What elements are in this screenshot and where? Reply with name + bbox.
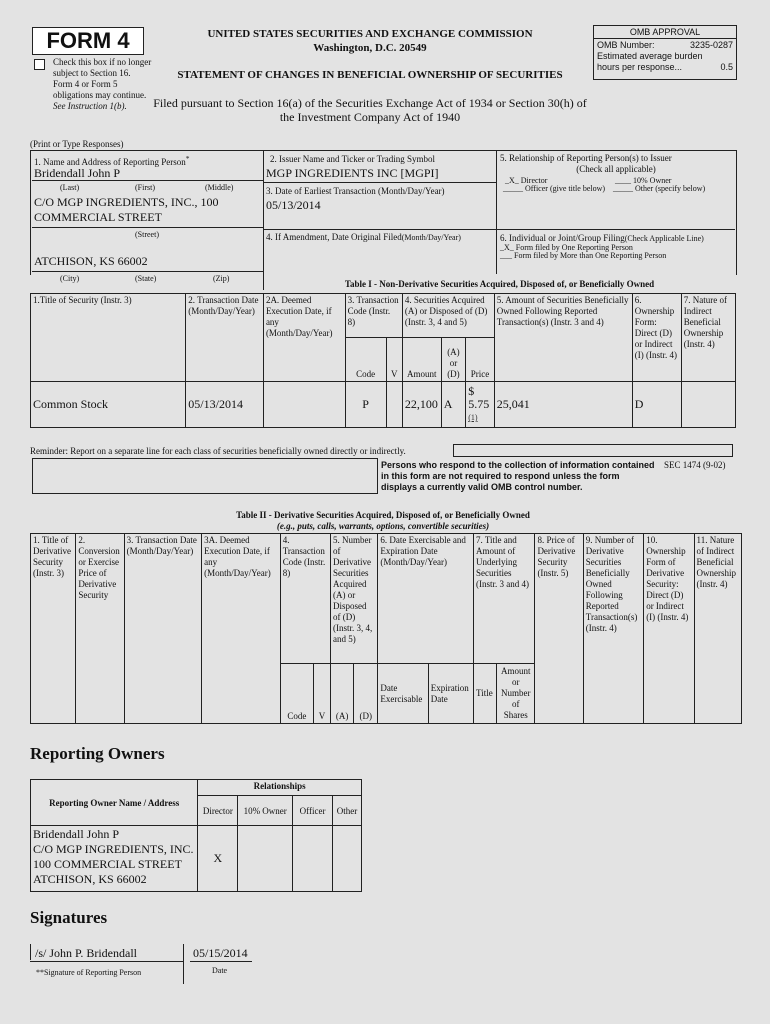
ro-director-mark: X	[198, 826, 238, 892]
t1-code: P	[345, 382, 386, 428]
omb-number-value: 3235-0287	[689, 40, 733, 50]
t1-price	[466, 382, 495, 428]
t2-h10: 10. Ownership Form of Derivative Security: Direct (D) or Indirect (I) (Instr. 4)	[644, 534, 694, 724]
divider	[496, 150, 497, 274]
t2-h3a: 3A. Deemed Execution Date, if any (Month/Day/Year)	[202, 534, 281, 724]
divider	[263, 229, 735, 230]
box5-label: 5. Relationship of Reporting Person(s) to Issuer	[500, 153, 672, 163]
t2-sub-amount: Amount or Number of Shares	[497, 664, 535, 724]
omb-approval-box	[593, 25, 737, 80]
box2-label: 2. Issuer Name and Ticker or Trading Symbol	[270, 154, 435, 164]
omb-number-label: OMB Number:	[597, 40, 655, 50]
ro-officer-cell	[293, 826, 333, 892]
reminder-note: Reminder: Report on a separate line for each class of securities beneficially owned directly or indirectly.	[30, 446, 406, 456]
form-title: FORM 4	[46, 28, 130, 53]
omb-hours-value: 0.5	[720, 62, 733, 72]
checkbox-note: Check this box if no longer subject to Section 16. Form 4 or Form 5 obligations may continue.	[53, 57, 152, 100]
table2	[30, 533, 742, 724]
issuer-name: MGP INGREDIENTS INC [MGPI]	[266, 166, 439, 180]
first-label: (First)	[135, 183, 155, 192]
director-option: _X_ Director	[505, 176, 548, 185]
t2-sub-exercisable: Date Exercisable	[378, 664, 428, 724]
ro-col-name: Reporting Owner Name / Address	[31, 780, 198, 826]
t1-deemed	[263, 382, 345, 428]
divider	[263, 150, 264, 290]
box6-line2: ___ Form filed by More than One Reporting Person	[500, 251, 667, 260]
checkbox-instruction: See Instruction 1(b).	[53, 101, 127, 111]
sec-location: Washington, D.C. 20549	[313, 42, 427, 54]
box3-label: 3. Date of Earliest Transaction (Month/Day/Year)	[266, 186, 445, 196]
signature-block	[30, 944, 252, 984]
t1-owned: 25,041	[494, 382, 632, 428]
t1-price-symbol: $	[468, 384, 475, 398]
last-label: (Last)	[60, 183, 80, 192]
reminder-box	[453, 444, 733, 457]
t1-v	[386, 382, 402, 428]
print-type-note: (Print or Type Responses)	[30, 139, 124, 149]
ro-owner-name	[31, 826, 198, 892]
t1-sub-amount: Amount	[402, 338, 441, 382]
ro-name-line: C/O MGP INGREDIENTS, INC.	[33, 842, 194, 856]
ro-other-cell	[333, 826, 362, 892]
reporting-person-address: C/O MGP INGREDIENTS, INC., 100 COMMERCIAL STREET	[34, 195, 219, 224]
reporting-person-name: Bridendall John P	[34, 166, 120, 180]
box6-label: 6. Individual or Joint/Group Filing(Check Applicable Line)	[500, 233, 704, 243]
t1-sub-v: V	[386, 338, 402, 382]
t1-h2: 2. Transaction Date (Month/Day/Year)	[186, 294, 264, 382]
t1-price-value: 5.75	[468, 397, 490, 411]
ro-officer: Officer	[293, 796, 333, 826]
signatures-heading: Signatures	[30, 908, 108, 927]
t1-sub-code: Code	[345, 338, 386, 382]
divider	[263, 182, 496, 183]
ro-name-line: ATCHISON, KS 66002	[33, 872, 147, 886]
t1-h4: 4. Securities Acquired (A) or Disposed of (D) (Instr. 3, 4 and 5)	[402, 294, 494, 338]
table2-title: Table II - Derivative Securities Acquired, Disposed of, or Beneficially Owned	[236, 510, 530, 520]
t1-sub-aord: (A) or (D)	[441, 338, 466, 382]
statement-title: STATEMENT OF CHANGES IN BENEFICIAL OWNERSHIP OF SECURITIES	[177, 69, 563, 81]
t2-h3: 3. Transaction Date (Month/Day/Year)	[124, 534, 202, 724]
t2-sub-title: Title	[474, 664, 497, 724]
t2-sub-d: (D)	[354, 664, 378, 724]
other-option: _____ Other (specify below)	[613, 184, 706, 193]
signature-label: **Signature of Reporting Person	[36, 968, 142, 977]
reporting-person-city: ATCHISON, KS 66002	[34, 254, 148, 268]
reporting-owners-table	[30, 779, 362, 892]
t1-sub-price: Price	[466, 338, 495, 382]
ro-director: Director	[198, 796, 238, 826]
signature-date: 05/15/2014	[193, 946, 248, 960]
no-longer-subject-checkbox[interactable]	[34, 59, 45, 70]
officer-option: _____ Officer (give title below)	[503, 184, 606, 193]
blank-box	[32, 458, 378, 494]
t1-date: 05/13/2014	[186, 382, 264, 428]
t2-h2: 2. Conversion or Exercise Price of Derivative Security	[76, 534, 124, 724]
t2-h5: 5. Number of Derivative Securities Acquired (A) or Disposed of (D) (Instr. 3, 4, and 5)	[331, 534, 378, 664]
t2-sub-a: (A)	[331, 664, 354, 724]
t1-h1: 1.Title of Security (Instr. 3)	[31, 294, 186, 382]
table-row	[31, 826, 362, 892]
date-label: Date	[212, 966, 228, 975]
omb-hours-label: hours per response...	[597, 62, 683, 72]
t2-h11: 11. Nature of Indirect Beneficial Ownership (Instr. 4)	[694, 534, 741, 724]
table1	[30, 293, 736, 428]
omb-title: OMB APPROVAL	[594, 26, 736, 39]
box1-label: 1. Name and Address of Reporting Person*	[34, 154, 190, 167]
city-label: (City)	[60, 274, 80, 283]
t2-h6: 6. Date Exercisable and Expiration Date (Month/Day/Year)	[378, 534, 474, 664]
omb-burden-label: Estimated average burden	[597, 51, 703, 61]
box6-line1: _X_ Form filed by One Reporting Person	[500, 243, 633, 252]
t2-h7: 7. Title and Amount of Underlying Securities (Instr. 3 and 4)	[474, 534, 535, 664]
state-label: (State)	[135, 274, 157, 283]
table-row	[31, 382, 736, 428]
filed-pursuant-1: Filed pursuant to Section 16(a) of the Securities Exchange Act of 1934 or Section 30(h) of	[153, 96, 587, 110]
t1-nature	[681, 382, 735, 428]
zip-label: (Zip)	[213, 274, 230, 283]
ro-relationships: Relationships	[198, 780, 362, 796]
ro-owner10: 10% Owner	[238, 796, 293, 826]
footnote-link[interactable]: (1)	[468, 413, 478, 422]
t2-h8: 8. Price of Derivative Security (Instr. 5)	[535, 534, 583, 724]
box5-sub: (Check all applicable)	[576, 164, 656, 174]
t1-h2a: 2A. Deemed Execution Date, if any (Month/Day/Year)	[263, 294, 345, 382]
t2-h4: 4. Transaction Code (Instr. 8)	[280, 534, 330, 664]
ro-owner10-cell	[238, 826, 293, 892]
t1-h6: 6. Ownership Form: Direct (D) or Indirect (I) (Instr. 4)	[632, 294, 681, 382]
divider	[32, 180, 263, 181]
earliest-transaction-date: 05/13/2014	[266, 198, 321, 212]
form-title-box	[32, 27, 144, 55]
table1-title: Table I - Non-Derivative Securities Acquired, Disposed of, or Beneficially Owned	[344, 279, 655, 289]
ro-name-line: Bridendall John P	[33, 827, 119, 841]
t1-h5: 5. Amount of Securities Beneficially Owned Following Reported Transaction(s) (Instr. 3 and 4)	[494, 294, 632, 382]
t1-h3: 3. Transaction Code (Instr. 8)	[345, 294, 402, 338]
t2-sub-v: V	[313, 664, 330, 724]
t1-form: D	[632, 382, 681, 428]
signature-value: /s/ John P. Bridendall	[35, 946, 138, 960]
ro-name-line: 100 COMMERCIAL STREET	[33, 857, 182, 871]
reporting-owners-heading: Reporting Owners	[30, 744, 165, 763]
t1-amount: 22,100	[402, 382, 441, 428]
persons-notice: Persons who respond to the collection of information contained in this form are not required to respond unless the form displays a currently valid OMB control number.	[381, 460, 655, 492]
sec-name: UNITED STATES SECURITIES AND EXCHANGE COMMISSION	[207, 28, 533, 40]
t2-h1: 1. Title of Derivative Security (Instr. 3)	[31, 534, 76, 724]
t2-sub-expiration: Expiration Date	[428, 664, 473, 724]
t1-title: Common Stock	[31, 382, 186, 428]
box4-label: 4. If Amendment, Date Original Filed(Month/Day/Year)	[266, 232, 461, 242]
owner10-option: ____ 10% Owner	[615, 176, 672, 185]
t2-sub-code: Code	[280, 664, 313, 724]
sec-code: SEC 1474 (9-02)	[664, 460, 726, 470]
street-label: (Street)	[135, 230, 159, 239]
ro-other: Other	[333, 796, 362, 826]
divider	[32, 271, 263, 272]
filed-pursuant-2: the Investment Company Act of 1940	[279, 110, 461, 124]
table2-subtitle: (e.g., puts, calls, warrants, options, convertible securities)	[276, 521, 490, 531]
divider	[32, 227, 263, 228]
t1-h7: 7. Nature of Indirect Beneficial Ownership (Instr. 4)	[681, 294, 735, 382]
t1-aord: A	[441, 382, 466, 428]
t2-h9: 9. Number of Derivative Securities Beneficially Owned Following Reported Transaction(s) (Instr. 4)	[583, 534, 643, 724]
middle-label: (Middle)	[205, 183, 234, 192]
